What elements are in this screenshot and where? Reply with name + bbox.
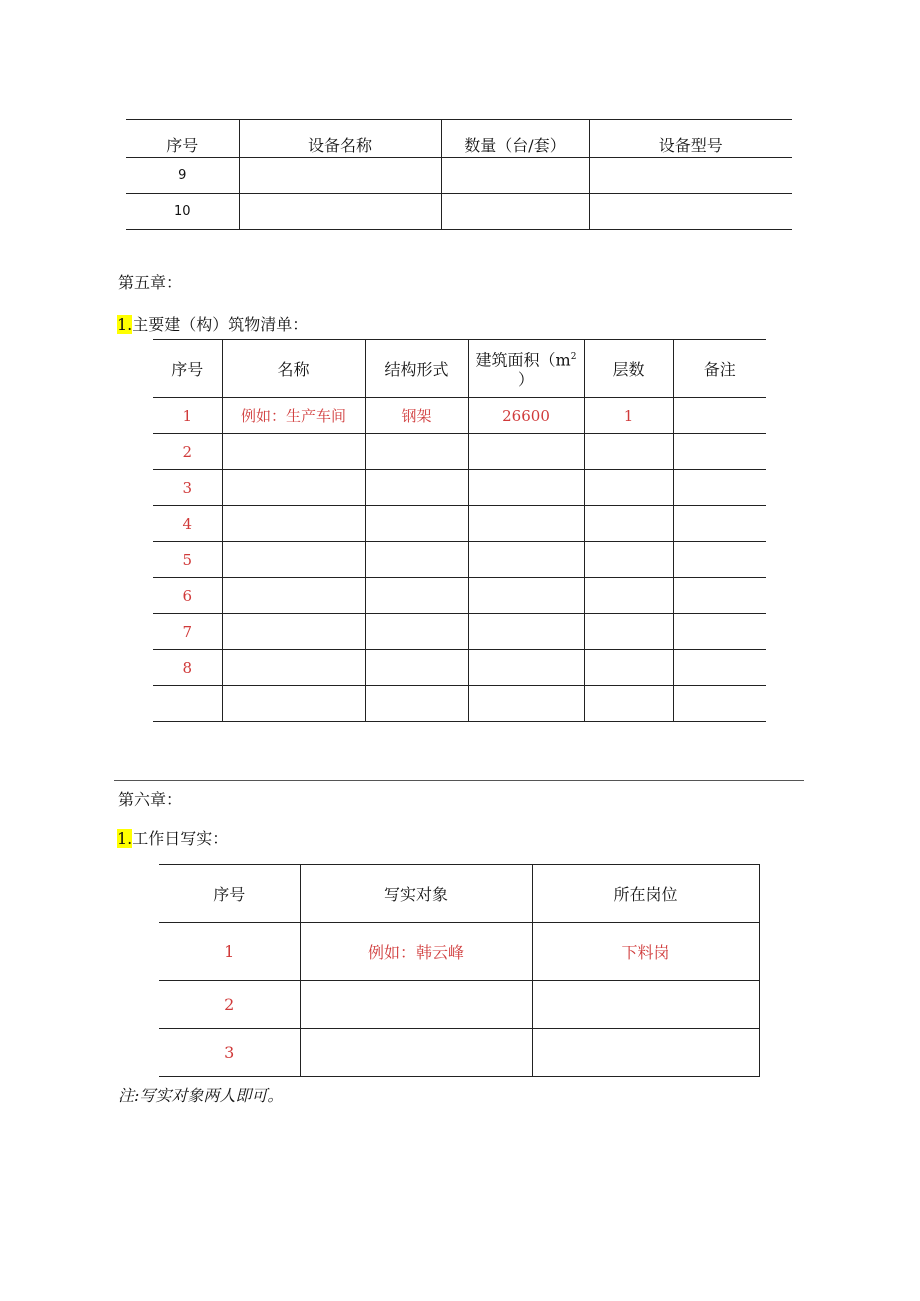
table-cell: 例如：生产车间 bbox=[222, 398, 365, 434]
table-cell bbox=[589, 158, 792, 194]
table-cell bbox=[300, 1029, 532, 1077]
table-cell: 8 bbox=[153, 650, 222, 686]
table-cell bbox=[584, 650, 673, 686]
header-cell: 数量（台/套） bbox=[441, 120, 589, 158]
table-cell bbox=[153, 686, 222, 722]
header-cell-area: 建筑面积（$m^2$ ） bbox=[468, 340, 584, 398]
table-cell bbox=[584, 542, 673, 578]
header-cell: 写实对象 bbox=[300, 865, 532, 923]
equipment-table bbox=[126, 119, 792, 230]
table-cell bbox=[222, 614, 365, 650]
table-cell: 1 bbox=[153, 398, 222, 434]
table-row bbox=[153, 434, 766, 470]
section-number-highlight: 1. bbox=[117, 829, 133, 848]
table-cell bbox=[468, 614, 584, 650]
table-cell: 6 bbox=[153, 578, 222, 614]
table-cell: 26600 bbox=[468, 398, 584, 434]
table-cell bbox=[239, 194, 441, 230]
table-cell bbox=[365, 470, 468, 506]
table-cell bbox=[584, 506, 673, 542]
header-cell: 序号 bbox=[126, 120, 239, 158]
table-cell bbox=[222, 506, 365, 542]
header-cell: 结构形式 bbox=[365, 340, 468, 398]
header-cell: 备注 bbox=[673, 340, 766, 398]
chapter-6-title: 第六章： bbox=[118, 790, 183, 809]
table-cell bbox=[673, 578, 766, 614]
table-row bbox=[153, 578, 766, 614]
table-cell: 7 bbox=[153, 614, 222, 650]
table-cell: 钢架 bbox=[365, 398, 468, 434]
table-cell: 3 bbox=[153, 470, 222, 506]
table-cell: 1 bbox=[159, 923, 300, 981]
table-cell bbox=[673, 650, 766, 686]
table-row bbox=[159, 1029, 759, 1077]
table-cell bbox=[365, 434, 468, 470]
table-cell bbox=[584, 686, 673, 722]
section-number-highlight: 1. bbox=[117, 315, 133, 334]
table-cell bbox=[239, 158, 441, 194]
table-cell bbox=[365, 650, 468, 686]
section-title: 主要建（构）筑物清单： bbox=[132, 315, 309, 334]
table-header-row bbox=[126, 120, 792, 158]
table-cell bbox=[673, 470, 766, 506]
table-cell: 下料岗 bbox=[532, 923, 759, 981]
table-cell bbox=[365, 506, 468, 542]
header-cell: 名称 bbox=[222, 340, 365, 398]
table-cell bbox=[468, 506, 584, 542]
table-cell bbox=[222, 434, 365, 470]
table-row bbox=[153, 614, 766, 650]
table-cell: 3 bbox=[159, 1029, 300, 1077]
table-row bbox=[153, 506, 766, 542]
table-cell bbox=[532, 981, 759, 1029]
table-cell: 2 bbox=[153, 434, 222, 470]
table-row bbox=[153, 542, 766, 578]
table-cell bbox=[222, 578, 365, 614]
section-title: 工作日写实： bbox=[132, 829, 229, 848]
table-cell bbox=[365, 542, 468, 578]
table-cell bbox=[584, 614, 673, 650]
table-cell bbox=[673, 614, 766, 650]
table-cell bbox=[673, 686, 766, 722]
table-cell: 1 bbox=[584, 398, 673, 434]
header-cell: 设备型号 bbox=[589, 120, 792, 158]
table-cell bbox=[441, 194, 589, 230]
table-cell bbox=[468, 578, 584, 614]
table-row bbox=[159, 981, 759, 1029]
table-cell bbox=[222, 650, 365, 686]
table-row bbox=[126, 158, 792, 194]
table-cell bbox=[365, 578, 468, 614]
table-row-example bbox=[159, 923, 759, 981]
footnote: 注:写实对象两人即可。 bbox=[118, 1086, 284, 1105]
table-header-row bbox=[153, 340, 766, 398]
table-row bbox=[126, 194, 792, 230]
chapter-5-section-heading bbox=[117, 312, 308, 335]
table-cell bbox=[589, 194, 792, 230]
table-cell bbox=[673, 506, 766, 542]
table-cell bbox=[441, 158, 589, 194]
table-row bbox=[153, 686, 766, 722]
table-cell: 9 bbox=[126, 158, 239, 194]
table-cell bbox=[468, 470, 584, 506]
table-cell bbox=[468, 650, 584, 686]
table-cell bbox=[468, 686, 584, 722]
table-cell bbox=[365, 614, 468, 650]
table-row-example bbox=[153, 398, 766, 434]
table-cell: 例如：韩云峰 bbox=[300, 923, 532, 981]
table-cell bbox=[222, 470, 365, 506]
header-cell: 序号 bbox=[153, 340, 222, 398]
section-divider bbox=[114, 780, 804, 781]
table-cell bbox=[673, 398, 766, 434]
table-cell: 10 bbox=[126, 194, 239, 230]
header-cell: 设备名称 bbox=[239, 120, 441, 158]
table-header-row bbox=[159, 865, 759, 923]
workday-table bbox=[159, 864, 760, 1077]
chapter-6-section-heading bbox=[117, 826, 228, 849]
table-cell bbox=[222, 542, 365, 578]
table-cell bbox=[222, 686, 365, 722]
table-row bbox=[153, 650, 766, 686]
table-cell bbox=[584, 470, 673, 506]
table-cell bbox=[365, 686, 468, 722]
table-cell: 4 bbox=[153, 506, 222, 542]
header-cell: 序号 bbox=[159, 865, 300, 923]
table-row bbox=[153, 470, 766, 506]
table-cell bbox=[673, 542, 766, 578]
building-table bbox=[153, 339, 766, 722]
table-cell bbox=[673, 434, 766, 470]
table-cell bbox=[468, 542, 584, 578]
table-cell bbox=[532, 1029, 759, 1077]
table-cell bbox=[584, 434, 673, 470]
table-cell bbox=[468, 434, 584, 470]
table-cell: 5 bbox=[153, 542, 222, 578]
table-cell bbox=[584, 578, 673, 614]
header-cell: 所在岗位 bbox=[532, 865, 759, 923]
chapter-5-title: 第五章： bbox=[118, 273, 183, 292]
header-cell: 层数 bbox=[584, 340, 673, 398]
table-cell: 2 bbox=[159, 981, 300, 1029]
table-cell bbox=[300, 981, 532, 1029]
